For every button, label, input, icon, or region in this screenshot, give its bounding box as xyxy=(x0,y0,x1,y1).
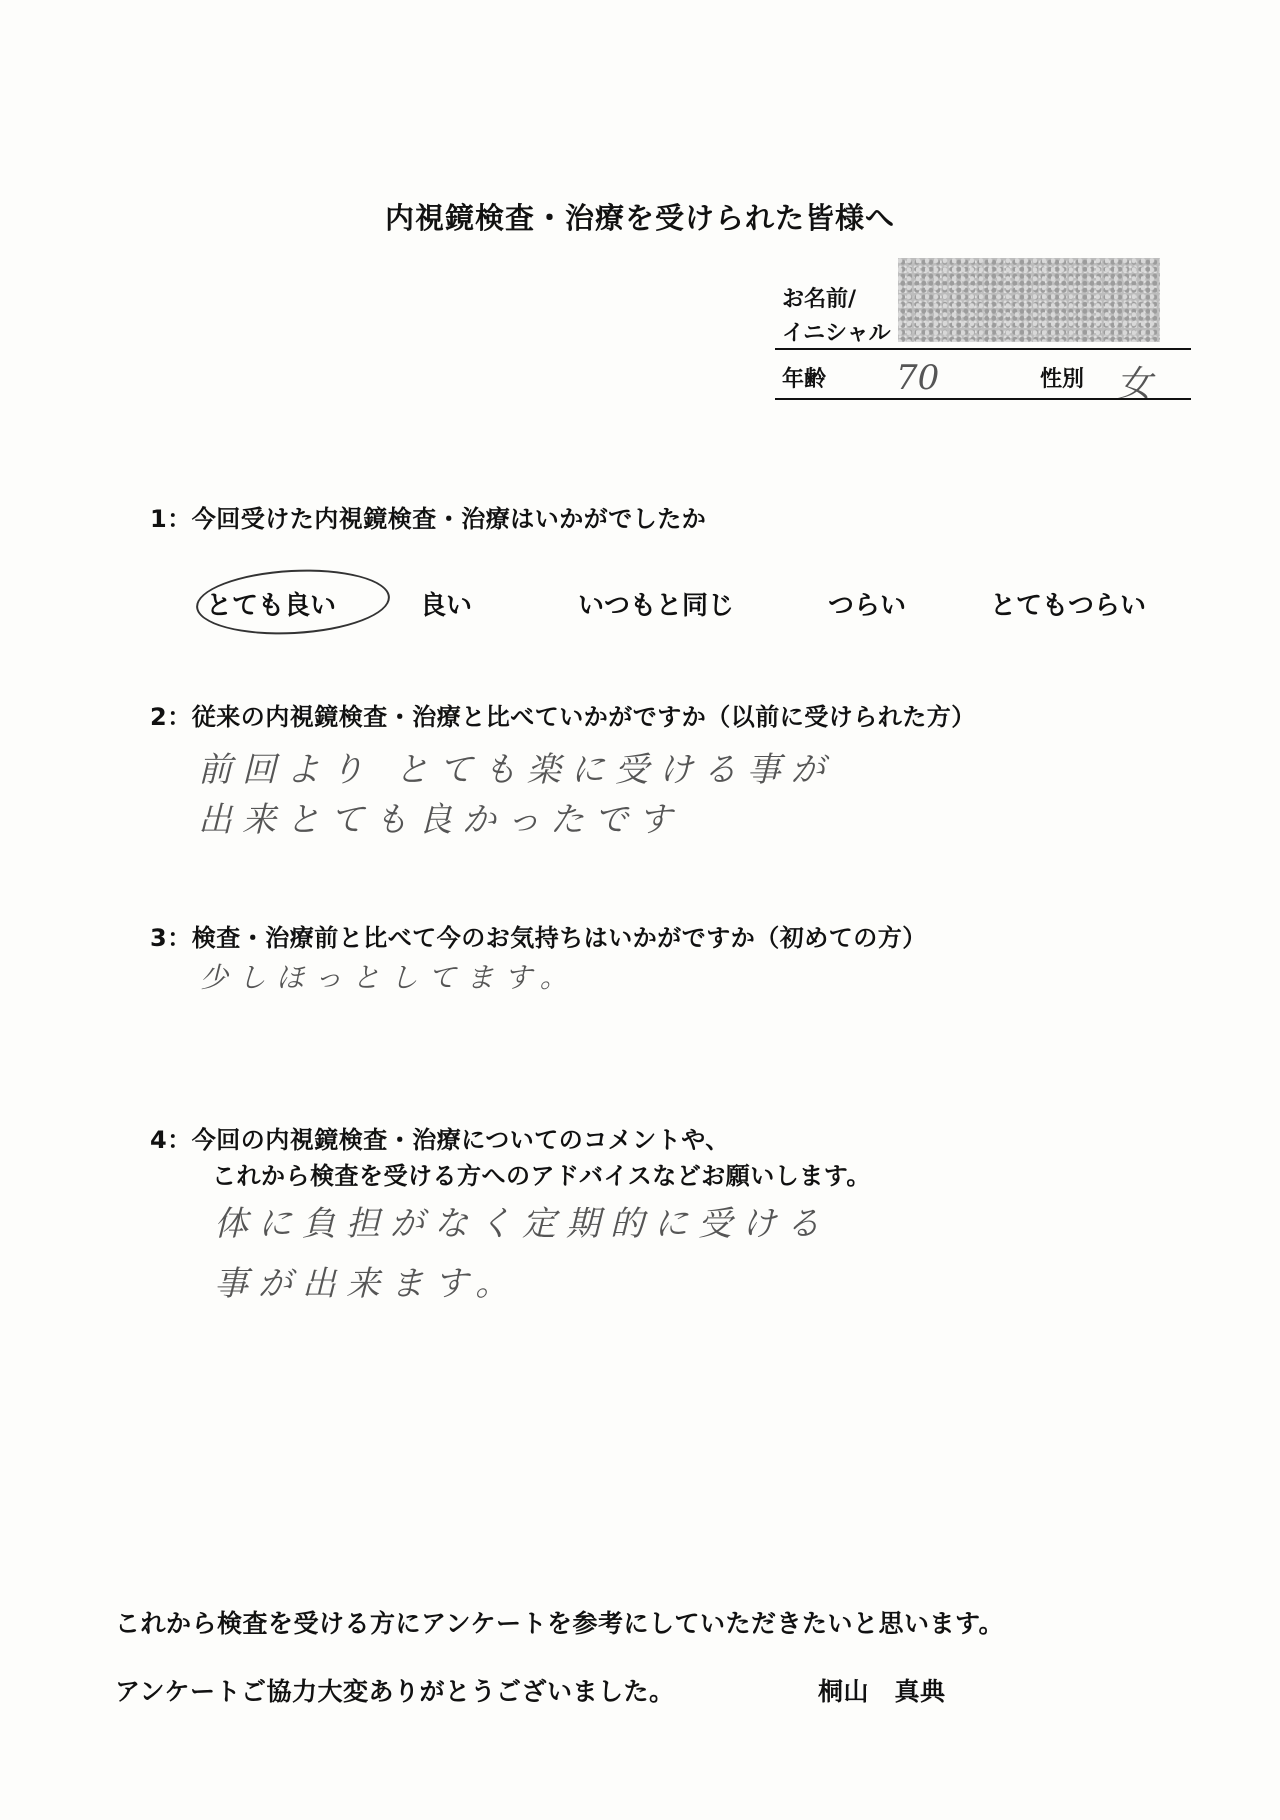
answer-4-line-2: 事が出来ます。 xyxy=(214,1264,520,1304)
option-very-good[interactable]: とても良い xyxy=(206,591,337,621)
age-label: 年齢 xyxy=(782,367,827,392)
question-3: 3：検査・治療前と比べて今のお気持ちはいかがですか（初めての方） xyxy=(150,924,927,952)
name-underline xyxy=(775,348,1191,350)
option-very-hard[interactable]: とてもつらい xyxy=(990,591,1147,621)
footer-message: これから検査を受ける方にアンケートを参考にしていただきたいと思います。 xyxy=(115,1609,1005,1638)
gender-label: 性別 xyxy=(1040,367,1085,392)
name-label: お名前/ xyxy=(782,287,857,312)
question-2: 2：従来の内視鏡検査・治療と比べていかがですか（以前に受けられた方） xyxy=(150,703,976,731)
age-underline xyxy=(775,398,1191,400)
signature: 桐山 真典 xyxy=(818,1677,946,1706)
option-good[interactable]: 良い xyxy=(420,591,473,621)
question-1: 1：今回受けた内視鏡検査・治療はいかがでしたか xyxy=(150,505,707,533)
redacted-name-field xyxy=(898,258,1160,342)
question-4-line-1: 4：今回の内視鏡検査・治療についてのコメントや、 xyxy=(150,1126,730,1154)
question-4-line-2: これから検査を受ける方へのアドバイスなどお願いします。 xyxy=(212,1162,871,1190)
answer-4-line-1: 体に負担がなく定期的に受ける xyxy=(214,1204,830,1244)
answer-2-line-2: 出来とても良かったです xyxy=(198,800,682,840)
footer-thanks: アンケートご協力大変ありがとうございました。 xyxy=(115,1677,675,1706)
gender-value: 女 xyxy=(1116,364,1153,405)
option-hard[interactable]: つらい xyxy=(828,591,907,621)
answer-3-line-1: 少しほっとしてます。 xyxy=(200,961,578,994)
age-value: 70 xyxy=(896,358,940,398)
initial-label: イニシャル xyxy=(782,321,891,346)
page-title: 内視鏡検査・治療を受けられた皆様へ xyxy=(384,201,895,235)
option-same-as-usual[interactable]: いつもと同じ xyxy=(578,591,735,621)
answer-2-line-1: 前回より とても楽に受ける事が xyxy=(198,750,835,790)
